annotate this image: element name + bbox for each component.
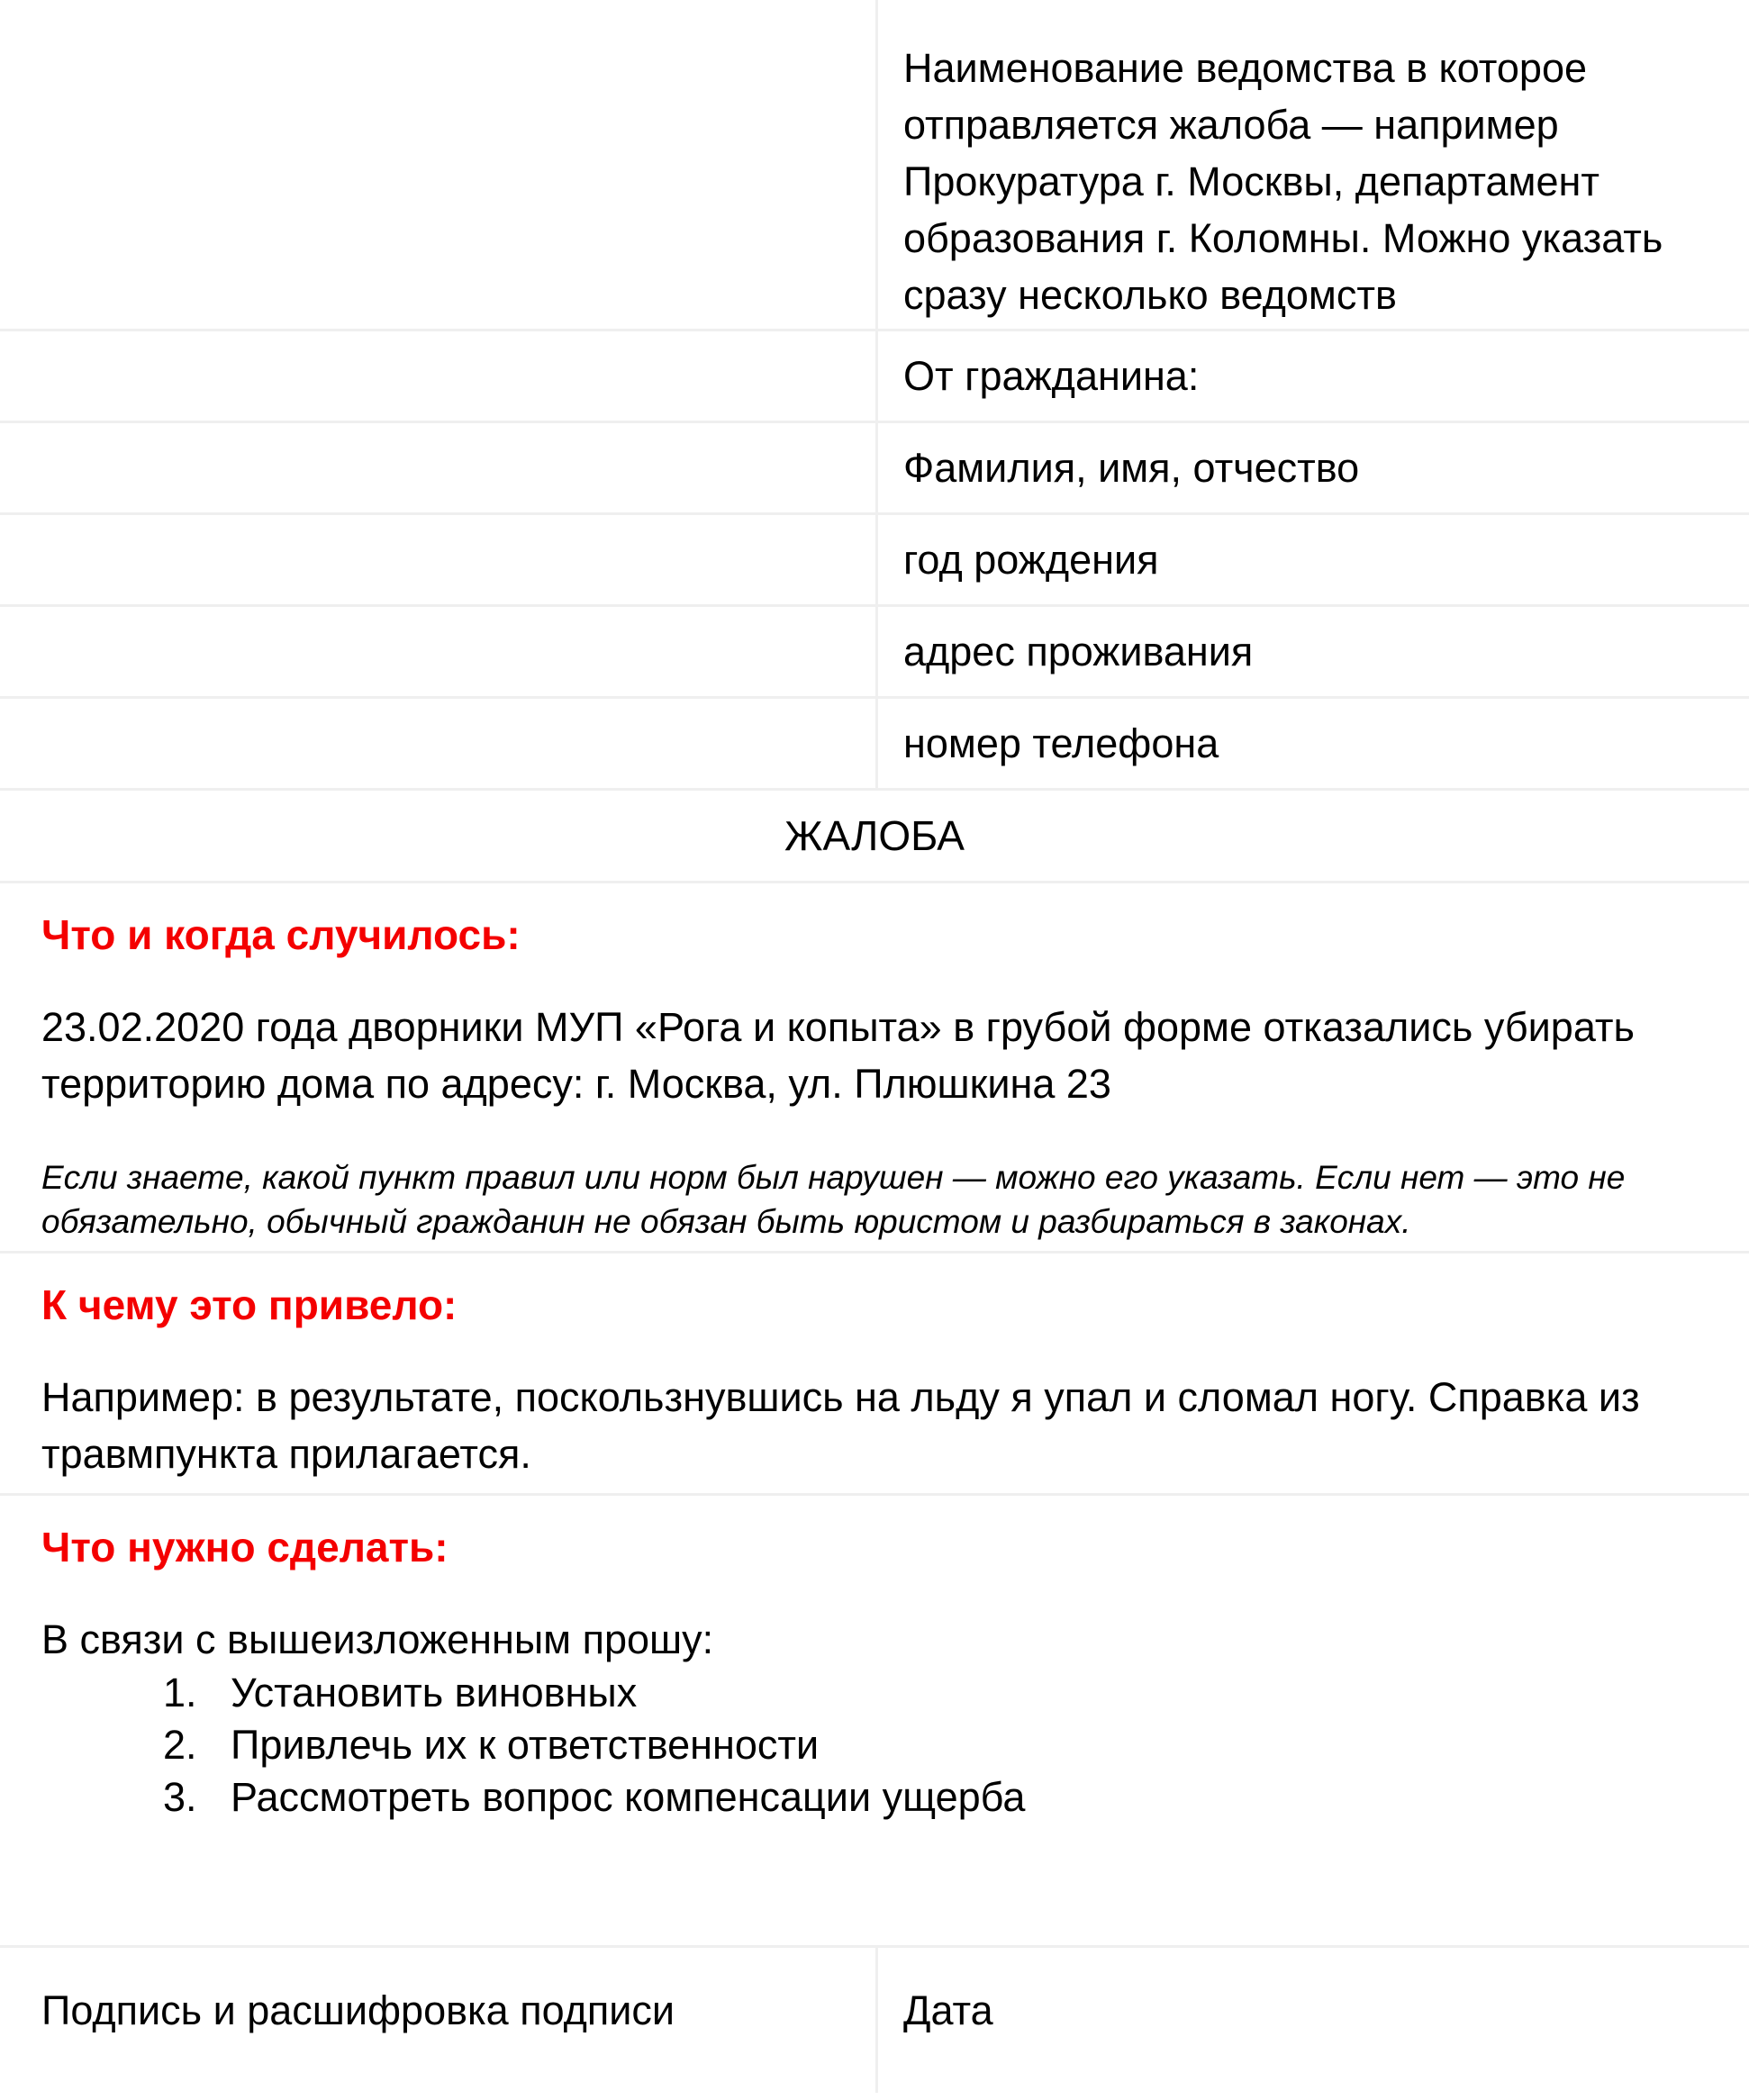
table-cell-empty <box>0 607 875 696</box>
table-cell-empty <box>0 699 875 788</box>
table-cell-empty <box>0 515 875 604</box>
table-row <box>0 515 1749 607</box>
table-row <box>0 0 1749 331</box>
row-label-full-name: Фамилия, имя, отчество <box>875 423 1749 512</box>
section-consequences <box>0 1254 1749 1496</box>
list-item: Привлечь их к ответственности <box>231 1722 820 1768</box>
demands-list <box>41 1668 1708 1823</box>
table-cell-empty <box>0 0 875 329</box>
demands-intro: В связи с вышеизложенным прошу: <box>41 1616 714 1662</box>
row-label-address: адрес проживания <box>875 607 1749 696</box>
document-title: ЖАЛОБА <box>0 791 1749 883</box>
section-incident <box>0 883 1749 1254</box>
row-label-phone: номер телефона <box>875 699 1749 788</box>
section-body: 23.02.2020 года дворники МУП «Рога и копыта» в грубой форме отказались убирать территорию дома по адресу: г. Москва, ул. Плюшкина 23 <box>41 1004 1635 1107</box>
recipient-table <box>0 0 1749 791</box>
table-row <box>0 607 1749 699</box>
table-row <box>0 699 1749 791</box>
section-demands <box>0 1496 1749 1948</box>
legal-note: Если знаете, какой пункт правил или норм был нарушен — можно его указать. Если нет — это не обязательно, обычный гражданин не обязан быть юристом и разбираться в законах. <box>41 1159 1626 1240</box>
table-cell-empty <box>0 423 875 512</box>
table-row <box>0 423 1749 515</box>
section-heading: Что и когда случилось: <box>41 911 521 958</box>
list-item: Установить виновных <box>231 1670 638 1715</box>
signature-label: Подпись и расшифровка подписи <box>41 1987 675 2033</box>
date-label: Дата <box>875 1948 1749 2093</box>
recipient-note: Наименование ведомства в которое отправляется жалоба — например Прокуратура г. Москвы, департамент образования г. Коломны. Можно указать сразу несколько ведомств <box>875 0 1749 329</box>
section-heading: Что нужно сделать: <box>41 1524 449 1570</box>
table-row <box>0 331 1749 423</box>
row-label-birth-year: год рождения <box>875 515 1749 604</box>
section-heading: К чему это привело: <box>41 1281 458 1328</box>
row-label-from-citizen: От гражданина: <box>875 331 1749 421</box>
list-item: Рассмотреть вопрос компенсации ущерба <box>231 1774 1026 1820</box>
section-body: Например: в результате, поскользнувшись на льду я упал и сломал ногу. Справка из травмпункта прилагается. <box>41 1374 1640 1477</box>
table-cell-empty <box>0 331 875 421</box>
footer-row <box>0 1948 1749 2093</box>
